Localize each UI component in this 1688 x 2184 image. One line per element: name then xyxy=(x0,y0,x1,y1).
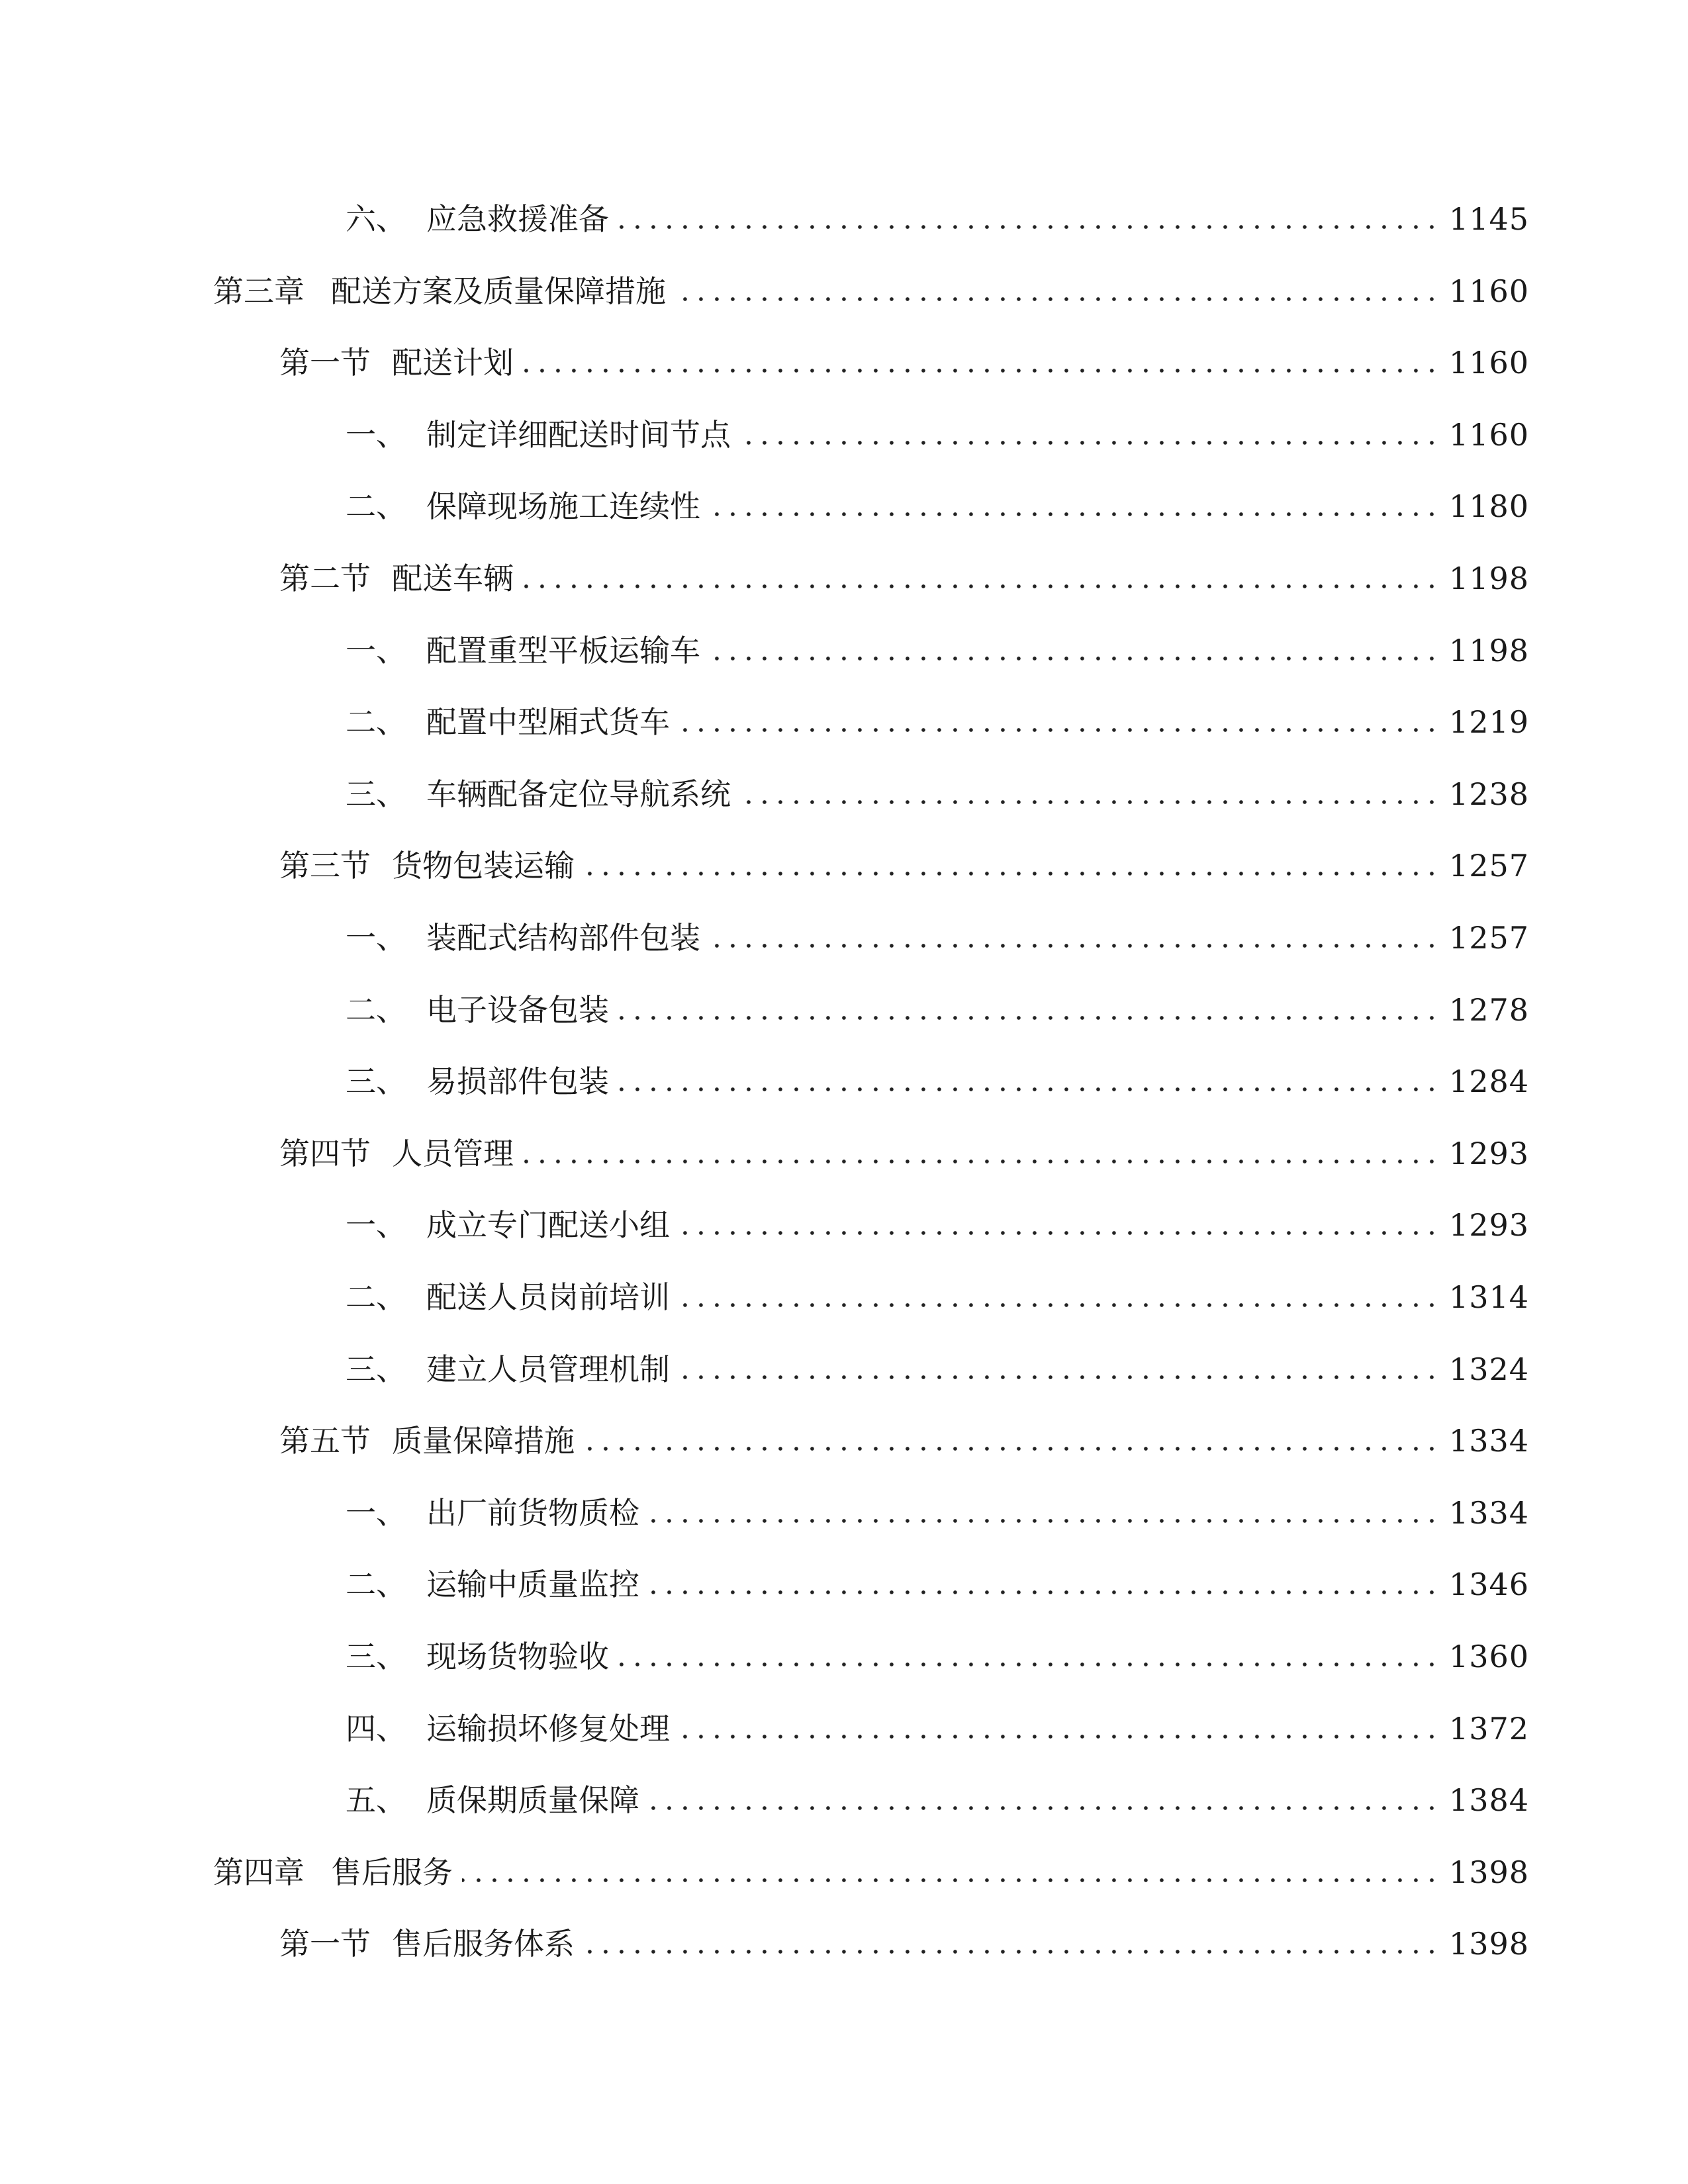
toc-entry-title: 保障现场施工连续性 xyxy=(426,488,700,525)
toc-entry-page-number: 1293 xyxy=(1448,1135,1529,1171)
toc-entry[interactable] xyxy=(279,1418,1529,1464)
toc-entry-title: 货物包装运输 xyxy=(392,848,575,884)
toc-entry-title: 装配式结构部件包装 xyxy=(426,920,700,956)
dot-leader xyxy=(679,1202,1440,1248)
toc-entry-title: 应急救援准备 xyxy=(426,201,609,237)
toc-entry-page-number: 1160 xyxy=(1448,416,1529,453)
toc-entry-number: 二、 xyxy=(346,488,406,525)
toc-entry-title: 制定详细配送时间节点 xyxy=(426,416,731,453)
dot-leader xyxy=(679,1346,1440,1392)
toc-entry-title: 成立专门配送小组 xyxy=(426,1207,670,1244)
dot-leader xyxy=(740,771,1440,817)
toc-entry-page-number: 1238 xyxy=(1448,776,1529,812)
toc-entry-page-number: 1384 xyxy=(1448,1782,1529,1819)
dot-leader xyxy=(523,340,1440,386)
toc-entry-page-number: 1198 xyxy=(1448,632,1529,668)
toc-entry-number: 第二节 xyxy=(279,561,371,596)
toc-entry[interactable] xyxy=(346,627,1529,674)
toc-entry[interactable] xyxy=(213,1849,1529,1895)
toc-entry-title: 出厂前货物质检 xyxy=(426,1494,639,1531)
toc-entry[interactable] xyxy=(346,1633,1529,1680)
toc-entry-page-number: 1334 xyxy=(1448,1494,1529,1531)
toc-entry[interactable] xyxy=(346,1777,1529,1823)
dot-leader xyxy=(679,699,1440,745)
toc-entry[interactable] xyxy=(279,555,1529,602)
toc-entry-page-number: 1398 xyxy=(1448,1854,1529,1890)
toc-entry-page-number: 1372 xyxy=(1448,1710,1529,1747)
toc-entry-page-number: 1257 xyxy=(1448,848,1529,884)
toc-entry-title: 配送车辆 xyxy=(392,561,514,596)
dot-leader xyxy=(710,627,1440,674)
toc-entry-title: 质量保障措施 xyxy=(392,1423,575,1459)
toc-entry[interactable] xyxy=(346,1274,1529,1320)
toc-entry[interactable] xyxy=(279,1921,1529,1967)
toc-entry-number: 一、 xyxy=(346,632,406,668)
dot-leader xyxy=(649,1490,1440,1536)
toc-entry-title: 配置重型平板运输车 xyxy=(426,632,700,668)
toc-entry[interactable] xyxy=(346,699,1529,745)
dot-leader xyxy=(618,1058,1440,1105)
dot-leader xyxy=(740,412,1440,458)
dot-leader xyxy=(649,1561,1440,1608)
toc-entry-number: 一、 xyxy=(346,416,406,453)
toc-entry[interactable] xyxy=(346,1490,1529,1536)
dot-leader xyxy=(710,483,1440,529)
dot-leader xyxy=(710,915,1440,961)
dot-leader xyxy=(618,1633,1440,1680)
toc-entry-number: 一、 xyxy=(346,1207,406,1244)
toc-entry-number: 第一节 xyxy=(279,345,371,381)
toc-entry-number: 四、 xyxy=(346,1710,406,1747)
toc-entry-page-number: 1198 xyxy=(1448,561,1529,596)
dot-leader xyxy=(649,1777,1440,1823)
dot-leader xyxy=(584,1418,1440,1464)
toc-entry[interactable] xyxy=(346,1706,1529,1752)
toc-entry-number: 第一节 xyxy=(279,1926,371,1962)
toc-entry-title: 车辆配备定位导航系统 xyxy=(426,776,731,812)
toc-entry[interactable] xyxy=(346,1561,1529,1608)
toc-entry-page-number: 1284 xyxy=(1448,1064,1529,1100)
toc-entry-title: 运输损坏修复处理 xyxy=(426,1710,670,1747)
toc-entry-number: 第四章 xyxy=(213,1854,305,1890)
toc-entry-title: 售后服务 xyxy=(331,1854,453,1890)
toc-entry-page-number: 1160 xyxy=(1448,345,1529,381)
toc-entry[interactable] xyxy=(279,340,1529,386)
toc-entry-number: 第三章 xyxy=(213,273,305,309)
dot-leader xyxy=(679,1706,1440,1752)
toc-entry-number: 二、 xyxy=(346,991,406,1028)
toc-entry-number: 二、 xyxy=(346,704,406,741)
toc-entry-page-number: 1160 xyxy=(1448,273,1529,309)
toc-entry[interactable] xyxy=(346,915,1529,961)
toc-entry-page-number: 1324 xyxy=(1448,1351,1529,1387)
toc-entry-number: 五、 xyxy=(346,1782,406,1819)
toc-entry-page-number: 1398 xyxy=(1448,1926,1529,1962)
dot-leader xyxy=(618,987,1440,1033)
toc-entry-page-number: 1278 xyxy=(1448,991,1529,1028)
toc-entry-number: 二、 xyxy=(346,1279,406,1315)
toc-entry[interactable] xyxy=(346,483,1529,529)
toc-entry[interactable] xyxy=(346,1058,1529,1105)
toc-entry[interactable] xyxy=(346,196,1529,242)
toc-entry-page-number: 1314 xyxy=(1448,1279,1529,1315)
toc-entry-title: 运输中质量监控 xyxy=(426,1567,639,1603)
toc-entry-number: 三、 xyxy=(346,1064,406,1100)
toc-entry-title: 配置中型厢式货车 xyxy=(426,704,670,741)
toc-entry[interactable] xyxy=(279,842,1529,889)
toc-entry-number: 二、 xyxy=(346,1567,406,1603)
toc-entry-number: 一、 xyxy=(346,1494,406,1531)
dot-leader xyxy=(584,842,1440,889)
toc-entry[interactable] xyxy=(346,1202,1529,1248)
toc-entry-title: 配送方案及质量保障措施 xyxy=(331,273,666,309)
toc-entry-page-number: 1257 xyxy=(1448,920,1529,956)
toc-entry-title: 售后服务体系 xyxy=(392,1926,575,1962)
toc-entry-page-number: 1180 xyxy=(1448,488,1529,525)
toc-entry-title: 建立人员管理机制 xyxy=(426,1351,670,1387)
dot-leader xyxy=(618,196,1440,242)
toc-entry-title: 易损部件包装 xyxy=(426,1064,609,1100)
toc-entry[interactable] xyxy=(346,1346,1529,1392)
toc-entry-page-number: 1219 xyxy=(1448,704,1529,741)
toc-entry-number: 一、 xyxy=(346,920,406,956)
toc-entry[interactable] xyxy=(213,268,1529,314)
dot-leader xyxy=(523,1130,1440,1177)
toc-entry[interactable] xyxy=(346,771,1529,817)
toc-entry-title: 人员管理 xyxy=(392,1135,514,1171)
toc-entry-page-number: 1360 xyxy=(1448,1639,1529,1674)
toc-entry-number: 第四节 xyxy=(279,1135,371,1171)
toc-entry-number: 三、 xyxy=(346,1351,406,1387)
toc-entry-title: 现场货物验收 xyxy=(426,1639,609,1674)
dot-leader xyxy=(584,1921,1440,1967)
dot-leader xyxy=(462,1849,1440,1895)
toc-entry-page-number: 1145 xyxy=(1448,201,1529,237)
toc-entry-page-number: 1334 xyxy=(1448,1423,1529,1459)
toc-entry-title: 配送人员岗前培训 xyxy=(426,1279,670,1315)
toc-entry-title: 质保期质量保障 xyxy=(426,1782,639,1819)
toc-entry-title: 电子设备包装 xyxy=(426,991,609,1028)
dot-leader xyxy=(675,268,1440,314)
toc-entry-number: 六、 xyxy=(346,201,406,237)
toc-entry-page-number: 1293 xyxy=(1448,1207,1529,1244)
dot-leader xyxy=(523,555,1440,602)
dot-leader xyxy=(679,1274,1440,1320)
toc-entry[interactable] xyxy=(346,412,1529,458)
toc-entry[interactable] xyxy=(279,1130,1529,1177)
toc-entry-number: 第三节 xyxy=(279,848,371,884)
toc-entry[interactable] xyxy=(346,987,1529,1033)
toc-entry-number: 第五节 xyxy=(279,1423,371,1459)
toc-entry-page-number: 1346 xyxy=(1448,1567,1529,1603)
toc-entry-number: 三、 xyxy=(346,1639,406,1674)
toc-entry-title: 配送计划 xyxy=(392,345,514,381)
toc-entry-number: 三、 xyxy=(346,776,406,812)
